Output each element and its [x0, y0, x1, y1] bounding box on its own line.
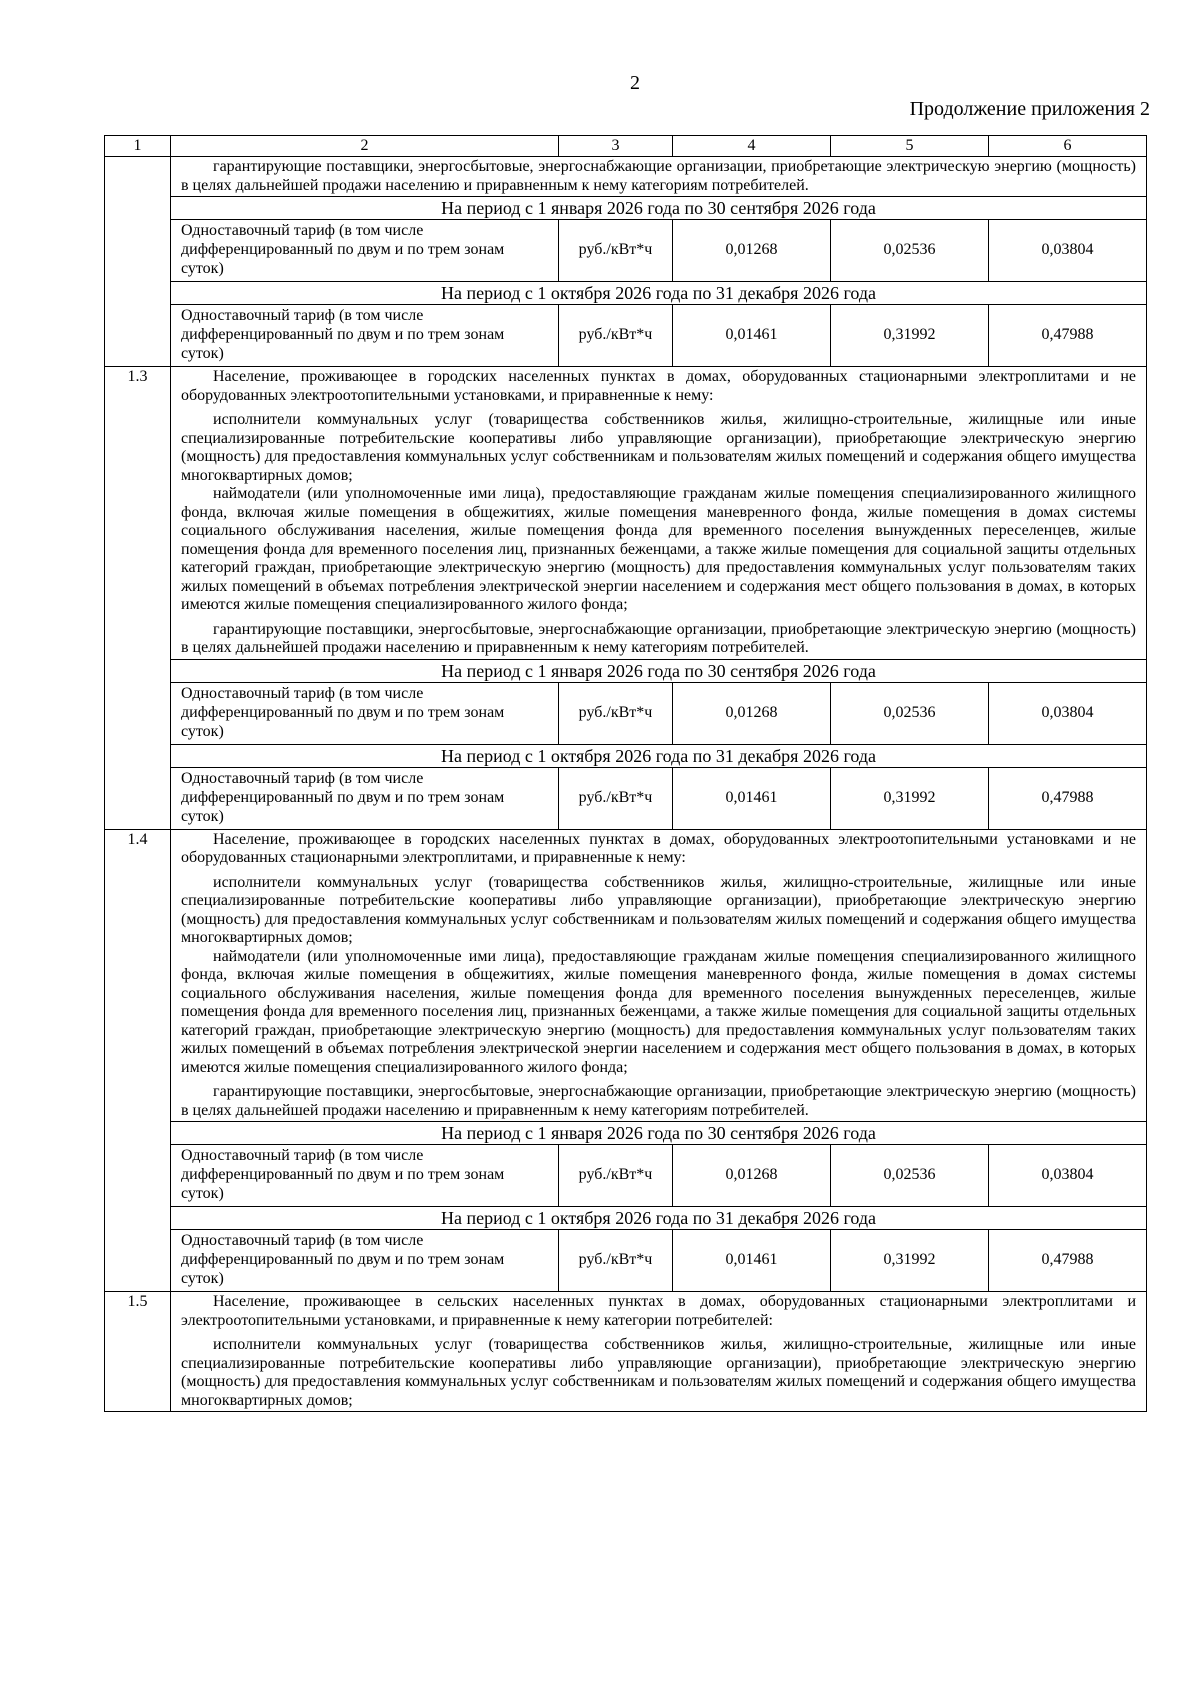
tariff-value-col6: 0,03804 [989, 220, 1147, 282]
tariff-row [105, 682, 1147, 744]
header-col-1: 1 [105, 136, 171, 157]
period-heading: На период с 1 января 2026 года по 30 сентября 2026 года [171, 197, 1147, 220]
table-row [105, 197, 1147, 220]
tariff-value-col4: 0,01461 [673, 305, 831, 367]
tariff-value-col6: 0,47988 [989, 767, 1147, 829]
tariff-value-col5: 0,31992 [831, 767, 989, 829]
tariff-unit: руб./кВт*ч [559, 220, 673, 282]
tariff-value-col4: 0,01268 [673, 682, 831, 744]
category-text-cell [171, 1292, 1147, 1412]
table-row [105, 1292, 1147, 1412]
tariff-name: Одноставочный тариф (в том числе дифференцированный по двум и по трем зонам суток) [171, 305, 559, 367]
tariff-name: Одноставочный тариф (в том числе дифференцированный по двум и по трем зонам суток) [171, 682, 559, 744]
header-col-4: 4 [673, 136, 831, 157]
tariff-value-col5: 0,31992 [831, 305, 989, 367]
row-number-cell [105, 157, 171, 367]
table-row [105, 659, 1147, 682]
executors-text: исполнители коммунальных услуг (товарищества собственников жилья, жилищно-строительные, жилищные или иные специализированные потребительские кооперативы либо управляющие организации), приобретающие электрическую энергию (мощность) для предоставления коммунальных услуг собственникам и пользователям жилых помещений и содержания общего имущества многоквартирных домов; [181, 1336, 1136, 1409]
table-row [105, 367, 1147, 660]
suppliers-text: гарантирующие поставщики, энергосбытовые, энергоснабжающие организации, приобретающие электрическую энергию (мощность) в целях дальнейшей продажи населению и приравненным к нему категориям потребителей. [181, 1083, 1136, 1119]
row-number-cell: 1.5 [105, 1292, 171, 1412]
tariff-value-col5: 0,31992 [831, 1230, 989, 1292]
tariff-value-col6: 0,47988 [989, 305, 1147, 367]
tariff-unit: руб./кВт*ч [559, 767, 673, 829]
tariff-value-col4: 0,01268 [673, 1145, 831, 1207]
tariff-value-col4: 0,01268 [673, 220, 831, 282]
tariff-value-col5: 0,02536 [831, 1145, 989, 1207]
category-intro: Население, проживающее в сельских населенных пунктах в домах, оборудованных стационарными электроплитами и электроотопительными установками, и приравненные к нему категории потребителей: [181, 1293, 1136, 1329]
tariff-name: Одноставочный тариф (в том числе дифференцированный по двум и по трем зонам суток) [171, 220, 559, 282]
tariff-value-col6: 0,47988 [989, 1230, 1147, 1292]
tariff-value-col4: 0,01461 [673, 1230, 831, 1292]
table-row [105, 1122, 1147, 1145]
suppliers-text: гарантирующие поставщики, энергосбытовые, энергоснабжающие организации, приобретающие электрическую энергию (мощность) в целях дальнейшей продажи населению и приравненным к нему категориям потребителей. [181, 620, 1136, 656]
header-col-2: 2 [171, 136, 559, 157]
header-col-3: 3 [559, 136, 673, 157]
category-text-cell [171, 367, 1147, 660]
suppliers-text: гарантирующие поставщики, энергосбытовые, энергоснабжающие организации, приобретающие электрическую энергию (мощность) в целях дальнейшей продажи населению и приравненным к нему категориям потребителей. [181, 158, 1136, 194]
continuation-label: Продолжение приложения 2 [909, 98, 1150, 120]
page-number: 2 [630, 72, 640, 94]
landlords-text: наймодатели (или уполномоченные ими лица), предоставляющие гражданам жилые помещения специализированного жилищного фонда, включая жилые помещения в общежитиях, жилые помещения маневренного фонда, жилые помещения в домах системы социального обслуживания населения, жилые помещения фонда для временного поселения вынужденных переселенцев, жилые помещения фонда для временного поселения лиц, признанных беженцами, а также жилые помещения для социальной защиты отдельных категорий граждан, приобретающие электрическую энергию (мощность) для предоставления коммунальных услуг пользователям таких жилых помещений в объемах потребления электрической энергии населением и содержания мест общего пользования в домах, в которых имеются жилые помещения специализированного жилого фонда; [181, 485, 1136, 613]
tariff-name: Одноставочный тариф (в том числе дифференцированный по двум и по трем зонам суток) [171, 1145, 559, 1207]
table-row [105, 1207, 1147, 1230]
tariff-value-col6: 0,03804 [989, 1145, 1147, 1207]
tariff-table [104, 135, 1147, 1412]
tariff-name: Одноставочный тариф (в том числе дифференцированный по двум и по трем зонам суток) [171, 1230, 559, 1292]
tariff-unit: руб./кВт*ч [559, 682, 673, 744]
table-row [105, 829, 1147, 1122]
category-intro: Население, проживающее в городских населенных пунктах в домах, оборудованных электроотопительными установками и не оборудованных стационарными электроплитами, и приравненные к нему: [181, 830, 1136, 866]
period-heading: На период с 1 января 2026 года по 30 сентября 2026 года [171, 1122, 1147, 1145]
tariff-row [105, 305, 1147, 367]
tariff-row [105, 1230, 1147, 1292]
executors-text: исполнители коммунальных услуг (товарищества собственников жилья, жилищно-строительные, жилищные или иные специализированные потребительские кооперативы либо управляющие организации), приобретающие электрическую энергию (мощность) для предоставления коммунальных услуг собственникам и пользователям жилых помещений и содержания общего имущества многоквартирных домов; [181, 411, 1136, 484]
table-row [105, 157, 1147, 197]
header-col-5: 5 [831, 136, 989, 157]
category-text-cell [171, 157, 1147, 197]
row-number-cell: 1.4 [105, 829, 171, 1292]
table-row [105, 744, 1147, 767]
tariff-value-col5: 0,02536 [831, 682, 989, 744]
tariff-row [105, 767, 1147, 829]
period-heading: На период с 1 января 2026 года по 30 сентября 2026 года [171, 659, 1147, 682]
tariff-unit: руб./кВт*ч [559, 1145, 673, 1207]
tariff-unit: руб./кВт*ч [559, 305, 673, 367]
executors-text: исполнители коммунальных услуг (товарищества собственников жилья, жилищно-строительные, жилищные или иные специализированные потребительские кооперативы либо управляющие организации), приобретающие электрическую энергию (мощность) для предоставления коммунальных услуг собственникам и пользователям жилых помещений и содержания общего имущества многоквартирных домов; [181, 873, 1136, 946]
table-header-row [105, 136, 1147, 157]
period-heading: На период с 1 октября 2026 года по 31 декабря 2026 года [171, 744, 1147, 767]
row-number-cell: 1.3 [105, 367, 171, 830]
category-text-cell [171, 829, 1147, 1122]
landlords-text: наймодатели (или уполномоченные ими лица), предоставляющие гражданам жилые помещения специализированного жилищного фонда, включая жилые помещения в общежитиях, жилые помещения маневренного фонда, жилые помещения в домах системы социального обслуживания населения, жилые помещения фонда для временного поселения вынужденных переселенцев, жилые помещения фонда для временного поселения лиц, признанных беженцами, а также жилые помещения для социальной защиты отдельных категорий граждан, приобретающие электрическую энергию (мощность) для предоставления коммунальных услуг пользователям таких жилых помещений в объемах потребления электрической энергии населением и содержания мест общего пользования в домах, в которых имеются жилые помещения специализированного жилого фонда; [181, 947, 1136, 1076]
tariff-name: Одноставочный тариф (в том числе дифференцированный по двум и по трем зонам суток) [171, 767, 559, 829]
tariff-value-col6: 0,03804 [989, 682, 1147, 744]
tariff-row [105, 220, 1147, 282]
tariff-value-col5: 0,02536 [831, 220, 989, 282]
period-heading: На период с 1 октября 2026 года по 31 декабря 2026 года [171, 1207, 1147, 1230]
header-col-6: 6 [989, 136, 1147, 157]
period-heading: На период с 1 октября 2026 года по 31 декабря 2026 года [171, 282, 1147, 305]
table-row [105, 282, 1147, 305]
category-intro: Население, проживающее в городских населенных пунктах в домах, оборудованных стационарными электроплитами и не оборудованных электроотопительными установками, и приравненные к нему: [181, 368, 1136, 404]
tariff-unit: руб./кВт*ч [559, 1230, 673, 1292]
tariff-row [105, 1145, 1147, 1207]
tariff-value-col4: 0,01461 [673, 767, 831, 829]
